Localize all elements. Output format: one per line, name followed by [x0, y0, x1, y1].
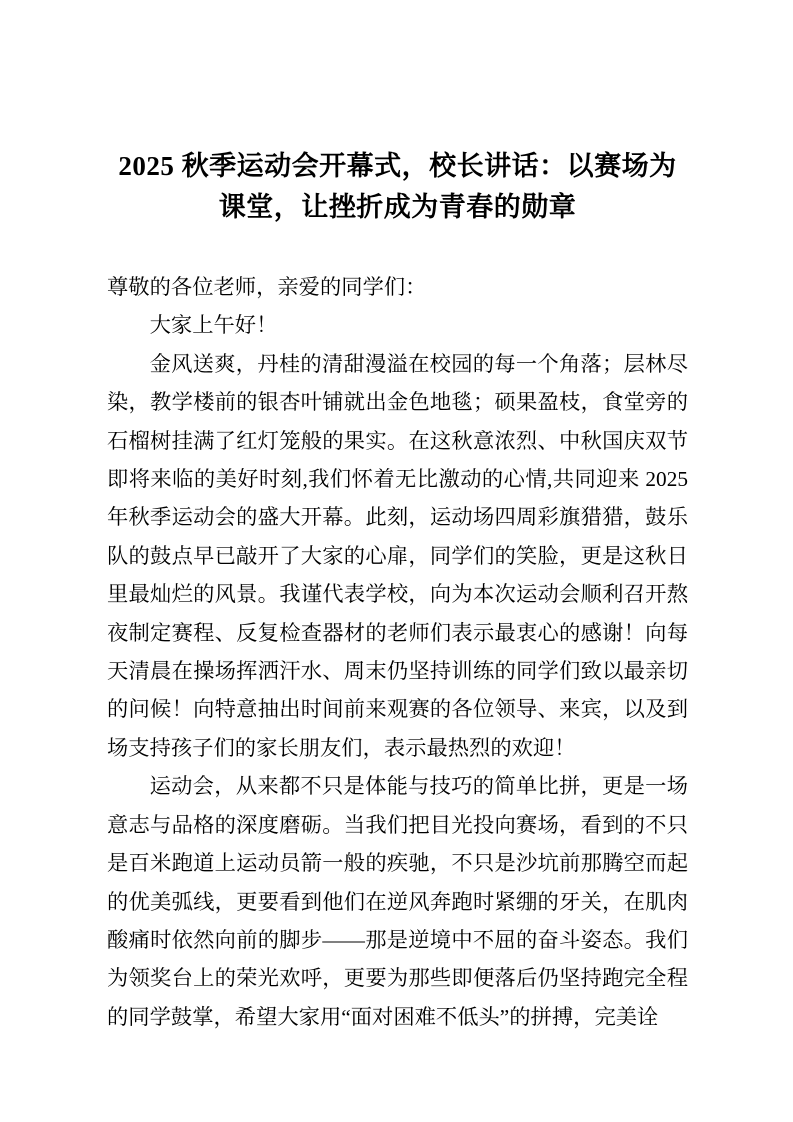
- paragraph-body-meaning-of-games: 运动会，从来都不只是体能与技巧的简单比拼，更是一场意志与品格的深度磨砺。当我们把目光投向赛场，看到的不只是百米跑道上运动员箭一般的疾驰，不只是沙坑前那腾空而起的优美弧线，更要看到他们在逆风奔跑时紧绷的牙关，在肌肉酸痛时依然向前的脚步——那是逆境中不屈的奋斗姿态。我们为领奖台上的荣光欢呼，更要为那些即便落后仍坚持跑完全程的同学鼓掌，希望大家用“面对困难不低头”的拼搏，完美诠: [107, 774, 688, 1029]
- paragraph-greeting: 大家上午好！: [149, 313, 278, 338]
- paragraph-salutation: 尊敬的各位老师，亲爱的同学们：: [107, 275, 427, 299]
- document-content: [107, 146, 688, 1036]
- document-title: 2025 秋季运动会开幕式，校长讲话：以赛场为课堂，让挫折成为青春的勋章: [118, 151, 677, 222]
- paragraph-body-autumn-opening: 金风送爽，丹桂的清甜漫溢在校园的每一个角落；层林尽染，教学楼前的银杏叶铺就出金色地毯；硕果盈枝，食堂旁的石榴树挂满了红灯笼般的果实。在这秋意浓烈、中秋国庆双节即将来临的美好时刻,我们怀着无比激动的心情,共同迎来 2025 年秋季运动会的盛大开幕。此刻，运动场四周彩旗猎猎，鼓乐队的鼓点早已敲开了大家的心扉，同学们的笑脸，更是这秋日里最灿烂的风景。我谨代表学校，向为本次运动会顺利召开熬夜制定赛程、反复检查器材的老师们表示最衷心的感谢！向每天清晨在操场挥洒汗水、周末仍坚持训练的同学们致以最亲切的问候！向特意抽出时间前来观赛的各位领导、来宾，以及到场支持孩子们的家长朋友们，表示最热烈的欢迎！: [107, 351, 688, 760]
